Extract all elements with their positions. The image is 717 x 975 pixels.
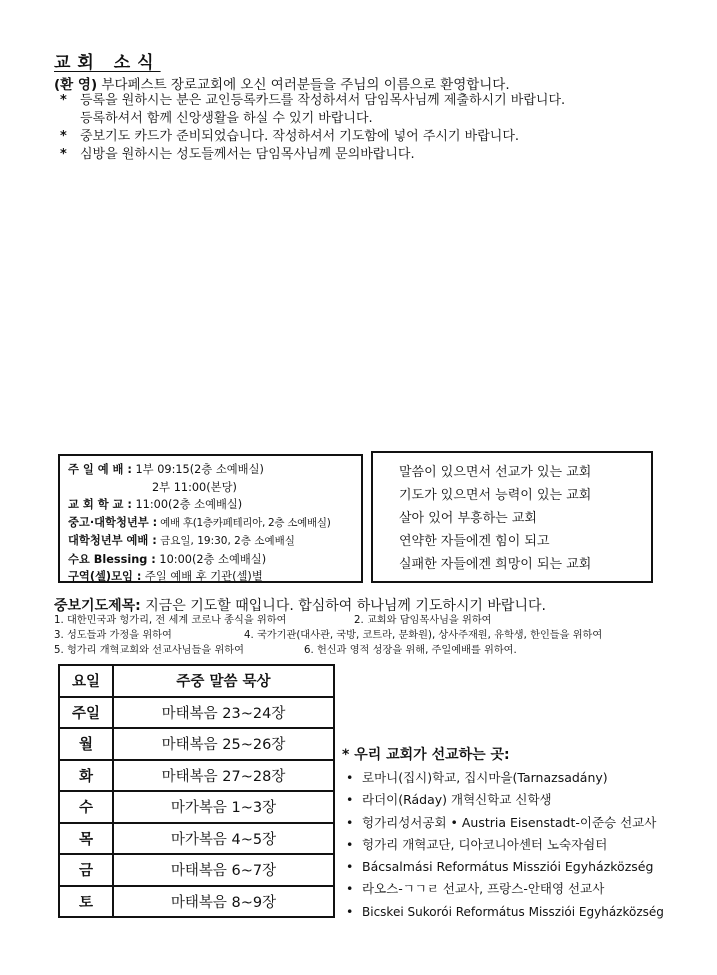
list-item [346,856,664,878]
table-header-row [59,665,334,697]
service-value: 2부 11:00(본당) [152,480,237,494]
bullet-icon: • [346,903,354,919]
notice-item [60,128,565,146]
notice-item [60,110,565,128]
motto-line: 기도가 있으면서 능력이 있는 교회 [399,488,592,503]
mission-list [346,767,664,923]
table-row [59,791,334,823]
service-label: 중고·대학청년부 : [68,515,158,529]
service-schedule-box [58,454,363,583]
motto-line: 연약한 자들에겐 힘이 되고 [399,534,550,549]
list-item [346,812,664,834]
service-value: 1부 09:15(2층 소예배실) [131,463,264,476]
notice-text: 등록하셔서 함께 신앙생활을 하실 수 있기 바랍니다. [80,111,373,126]
mission-item: 로마니(집시)학교, 집시마을(Tarnazsadány) [362,770,608,785]
service-value: 10:00(2층 소예배실) [155,552,267,566]
service-label: 구역(셀)모임 : [68,570,142,583]
prayer-item: 3. 성도들과 가정을 위하여 [54,630,172,641]
reading-cell: 마태복음 6~7장 [113,854,334,886]
page-title: 교회 소식 [54,53,161,73]
mission-item: 라오스-ㄱㄱㄹ 선교사, 프랑스-안태영 선교사 [362,881,605,897]
motto-line: 실패한 자들에겐 희망이 되는 교회 [399,557,592,572]
prayer-item: 5. 헝가리 개혁교회와 선교사님들을 위하여 [54,645,244,656]
service-value: 주일 예배 후 기관(셀)별 [141,570,263,583]
prayer-item: 1. 대한민국과 헝가리, 전 세계 코로나 종식을 위하여 [54,615,287,626]
notice-text: 중보기도 카드가 준비되었습니다. 작성하셔서 기도함에 넣어 주시기 바랍니다. [80,129,520,144]
welcome-text: 부다페스트 장로교회에 오신 여러분들을 주님의 이름으로 환영합니다. [97,77,510,93]
day-cell: 월 [59,728,113,760]
column-header: 요일 [59,665,113,697]
list-item [346,834,664,856]
bullet-icon: • [346,881,354,897]
bullet-icon: • [346,859,354,875]
notice-item [60,146,565,164]
welcome-line [54,73,510,93]
service-label: 수요 Blessing : [68,552,156,566]
service-row [68,496,353,514]
bullet-icon: • [346,814,354,830]
reading-cell: 마가복음 4~5장 [113,823,334,855]
notice-list [60,92,565,164]
day-cell: 금 [59,854,113,886]
service-label: 주 일 예 배 : [68,463,132,476]
motto-line: 말씀이 있으면서 선교가 있는 교회 [399,465,592,480]
table-row [59,886,334,918]
day-cell: 수 [59,791,113,823]
table-row [59,697,334,729]
bullet-icon: • [346,836,354,852]
reading-cell: 마태복음 27~28장 [113,760,334,792]
notice-text: 심방을 원하시는 성도들께서는 담임목사님께 문의바랍니다. [80,147,415,162]
service-row [68,551,353,569]
prayer-row [54,628,602,643]
table-row [59,823,334,855]
star-bullet: * [60,129,67,144]
service-value: 금요일, 19:30, 2층 소예배실 [156,535,295,547]
list-item [346,789,664,811]
welcome-label: (환 영) [54,77,98,93]
prayer-topics [54,613,602,658]
service-row [68,568,353,586]
service-row [68,479,353,497]
prayer-heading [54,595,546,615]
service-label: 대학청년부 예배 : [68,534,157,547]
service-row [68,532,353,551]
prayer-item: 6. 헌신과 영적 성장을 위해, 주일예배를 위하여. [304,645,517,656]
prayer-text: 지금은 기도할 때입니다. 합심하여 하나님께 기도하시기 바랍니다. [140,598,546,614]
list-item [346,767,664,789]
table-row [59,854,334,886]
reading-cell: 마가복음 1~3장 [113,791,334,823]
prayer-row [54,643,602,658]
service-row [68,514,353,533]
bullet-icon: • [346,770,354,785]
notice-text: 등록을 원하시는 분은 교인등록카드를 작성하셔서 담임목사님께 제출하시기 바랍니다. [80,93,566,108]
mission-item: Bácsalmási Református Missziói Egyházközség [362,859,654,875]
service-label: 교 회 학 교 : [68,498,132,511]
table-row [59,728,334,760]
notice-item [60,92,565,110]
mission-heading: * 우리 교회가 선교하는 곳: [342,747,510,763]
day-cell: 화 [59,760,113,792]
mission-item: Bicskei Sukorói Református Missziói Egyházközség [362,904,664,919]
bullet-icon: • [346,792,354,808]
day-cell: 주일 [59,697,113,729]
list-item [346,878,664,900]
table-row [59,760,334,792]
prayer-label: 중보기도제목: [54,598,141,614]
mission-item: 헝가리 개혁교단, 디아코니아센터 노숙자쉼터 [362,836,608,852]
service-value: 예배 후(1층카페테리아, 2층 소예배실) [157,516,331,529]
service-row [68,461,353,479]
reading-cell: 마태복음 8~9장 [113,886,334,918]
mission-item: 헝가리성서공회 • Austria Eisenstadt-이준승 선교사 [362,814,657,830]
motto-line: 살아 있어 부흥하는 교회 [399,511,537,526]
service-value: 11:00(2층 소예배실) [131,498,243,511]
prayer-row [54,613,602,628]
reading-cell: 마태복음 23~24장 [113,697,334,729]
bible-reading-table [58,664,335,918]
star-bullet: * [60,93,67,108]
day-cell: 목 [59,823,113,855]
day-cell: 토 [59,886,113,918]
star-bullet: * [60,147,67,162]
reading-cell: 마태복음 25~26장 [113,728,334,760]
church-motto-box [371,451,653,583]
prayer-item: 2. 교회와 담임목사님을 위하여 [354,615,492,626]
prayer-item: 4. 국가기관(대사관, 국방, 코트라, 문화원), 상사주재원, 유학생, 한인들을 위하여 [244,630,603,641]
list-item [346,901,664,923]
mission-item: 라더이(Ráday) 개혁신학교 신학생 [362,792,552,808]
column-header: 주중 말씀 묵상 [113,665,334,697]
